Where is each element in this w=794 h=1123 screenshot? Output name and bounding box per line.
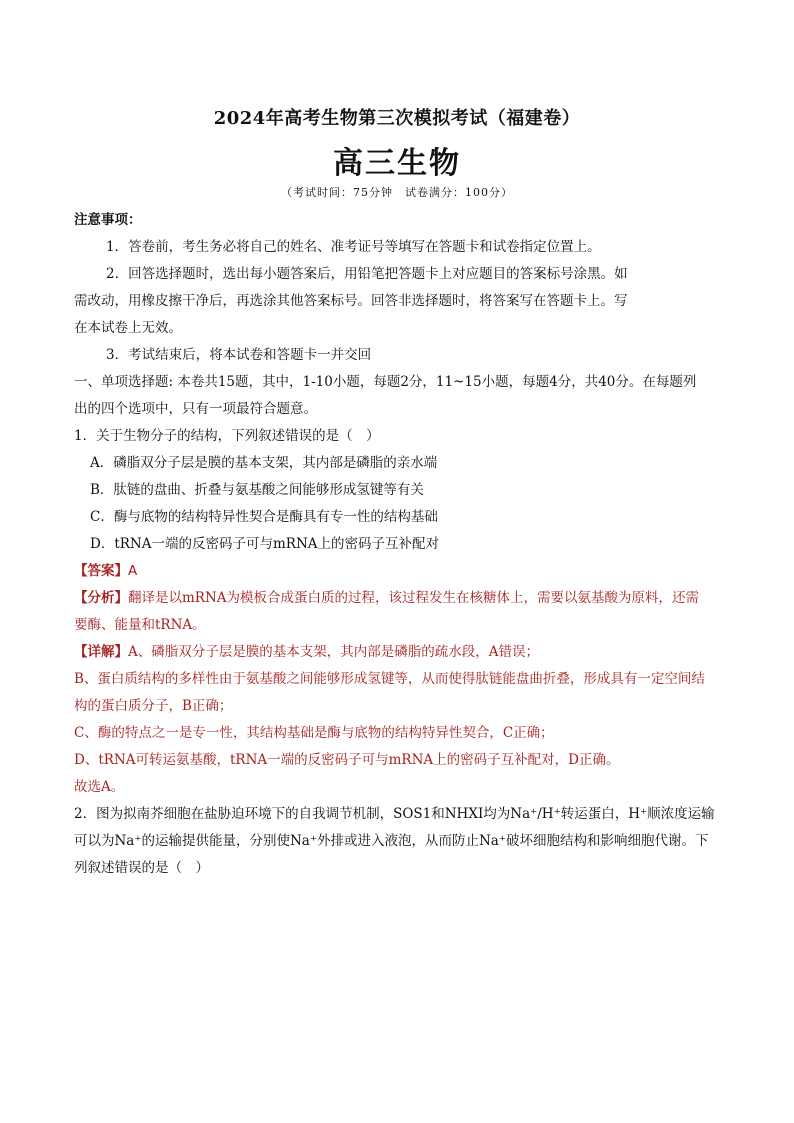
notice-item-3: 3．考试结束后，将本试卷和答题卡一并交回 [106,347,372,363]
analysis-line-2: 要酶、能量和tRNA。 [74,617,206,633]
question-1-option-c: C．酶与底物的结构特异性契合是酶具有专一性的结构基础 [90,509,438,525]
question-1-option-b: B．肽链的盘曲、折叠与氨基酸之间能够形成氢键等有关 [90,482,424,498]
analysis-line-1 [74,588,699,608]
detail-label: 【详解】 [74,644,128,660]
analysis-label: 【分析】 [74,590,128,606]
notice-item-1: 1．答卷前，考生务必将自己的姓名、准考证号等填写在答题卡和试卷指定位置上。 [106,239,601,255]
question-1-option-d: D．tRNA一端的反密码子可与mRNA上的密码子互补配对 [90,536,440,552]
notice-item-2-line-3: 在本试卷上无效。 [74,320,182,336]
detail-line-1 [74,642,539,662]
section-instructions-line-2: 出的四个选项中，只有一项最符合题意。 [74,401,317,417]
exam-info: （考试时间：75分钟 试卷满分：100分） [281,186,513,199]
detail-line-2: B、蛋白质结构的多样性由于氨基酸之间能够形成氢键等，从而使得肽链能盘曲折叠，形成具有一定空间结 [74,671,705,687]
analysis-text-1: 翻译是以mRNA为模板合成蛋白质的过程，该过程发生在核糖体上，需要以氨基酸为原料，还需 [128,590,700,606]
answer-line [74,561,137,581]
answer-label: 【答案】 [74,563,128,579]
question-2-line-3: 列叙述错误的是（ ） [74,860,209,876]
conclusion-line: 故选A。 [74,779,125,795]
notice-item-2-line-2: 需改动，用橡皮擦干净后，再选涂其他答案标号。回答非选择题时，将答案写在答题卡上。写 [74,293,628,309]
subject-title: 高三生物 [333,146,461,181]
section-instructions-line-1: 一、单项选择题: 本卷共15题，其中，1-10小题，每题2分，11~15小题，每题4分，共40分。在每题列 [74,374,697,390]
detail-line-3: 构的蛋白质分子，B正确； [74,698,233,714]
detail-line-5: D、tRNA可转运氨基酸，tRNA一端的反密码子可与mRNA上的密码子互补配对，D正确。 [74,752,620,768]
question-1-stem: 1．关于生物分子的结构，下列叙述错误的是（ ） [74,428,380,444]
detail-text-1: A、磷脂双分子层是膜的基本支架，其内部是磷脂的疏水段，A错误； [128,644,539,660]
notice-heading: 注意事项： [74,212,142,228]
answer-value: A [128,563,138,579]
exam-title: 2024年高考生物第三次模拟考试（福建卷） [213,108,581,129]
question-2-line-2: 可以为Na⁺的运输提供能量，分别使Na⁺外排或进入液泡，从而防止Na⁺破坏细胞结构和影响细胞代谢。下 [74,833,709,849]
question-2-line-1: 2．图为拟南芥细胞在盐胁迫环境下的自我调节机制，SOS1和NHXI均为Na⁺/H⁺转运蛋白，H⁺顺浓度运输 [74,806,715,822]
question-1-option-a: A．磷脂双分子层是膜的基本支架，其内部是磷脂的亲水端 [90,455,438,471]
detail-line-4: C、酶的特点之一是专一性，其结构基础是酶与底物的结构特异性契合，C正确； [74,725,554,741]
notice-item-2-line-1: 2．回答选择题时，选出每小题答案后，用铅笔把答题卡上对应题目的答案标号涂黑。如 [106,266,628,282]
